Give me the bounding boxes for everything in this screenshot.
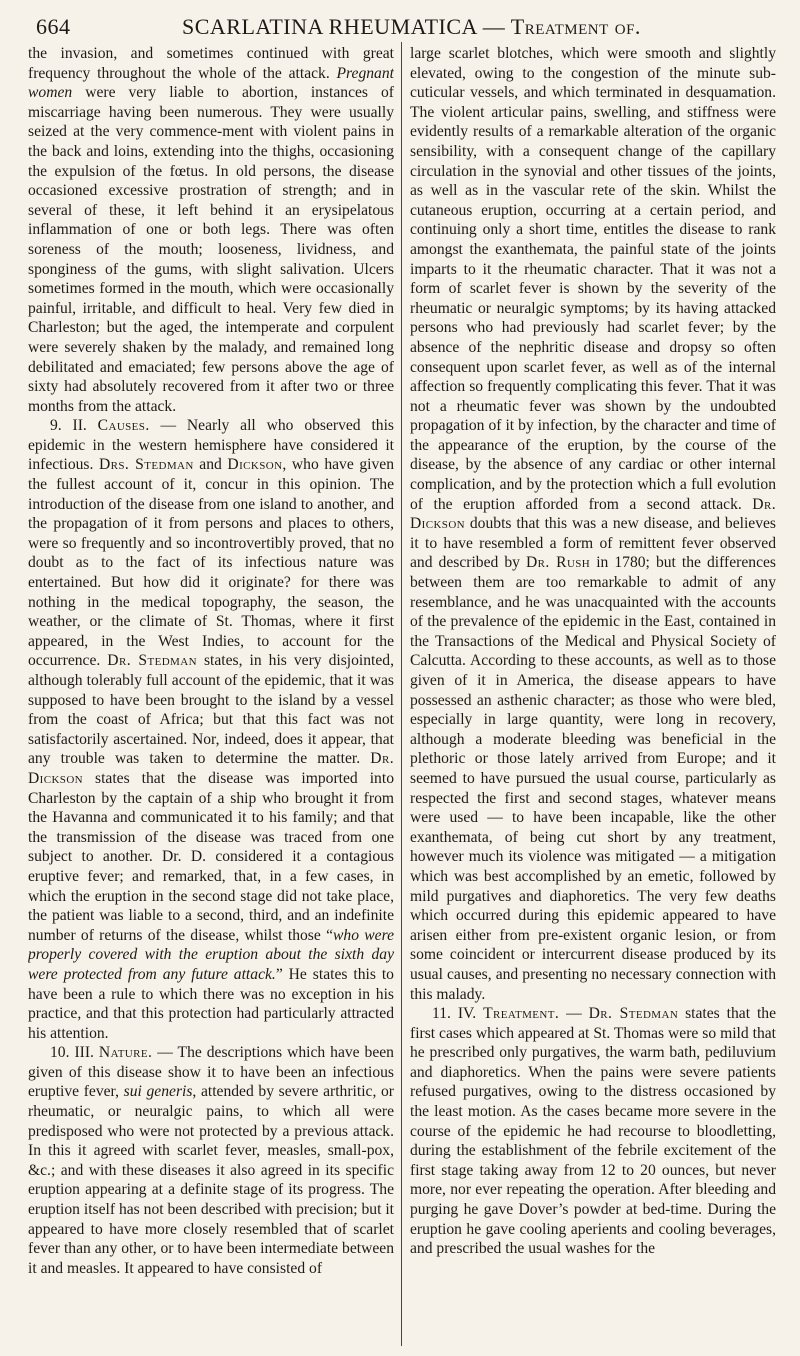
column-divider bbox=[401, 42, 402, 1346]
text-run: were very liable to abortion, instances of miscarriage having been numerous. They were usually seized at the very commence-ment with violent pains in the back and loins, extending into the thighs, occasioning the expulsion of the fœtus. In old persons, the disease occasioned excessive prostration of strength; and in several of these, it left behind it an erysipelatous inflammation of one or both legs. There was often soreness of the mouth; looseness, lividness, and sponginess of the gums, with slight salivation. Ulcers sometimes formed in the mouth, which were occasionally painful, irritable, and difficult to heal. Very few died in Charleston; but the aged, the intemperate and corpulent were severely shaken by the malady, and remained long debilitated and emaciated; few persons above the age of sixty had absolutely recovered from it after two or three months from the attack. bbox=[28, 84, 394, 415]
text-run: ” He states this to have been a rule to which there was no exception in his practice, and that this protection had particularly attracted his attention. bbox=[28, 965, 394, 1042]
text-run: — Nearly all who observed this epidemic in the western hemisphere have considered it infectious. bbox=[28, 417, 394, 474]
section-number: 10. III. bbox=[50, 1044, 99, 1062]
page-number: 664 bbox=[36, 14, 71, 39]
italic-quote: who were properly covered with the eruption about the sixth day were protected from any future attack. bbox=[28, 926, 394, 983]
paragraph bbox=[410, 44, 776, 1004]
section-treatment bbox=[410, 1004, 776, 1259]
text-run: states, in his very disjointed, although tolerably full account of the epidemic, that it was supposed to have been brought to the island by a vessel from the coast of Africa; but that this fact was not satisfactorily ascertained. Nor, indeed, does it appear, that any trouble was taken to determine the matter. bbox=[28, 652, 394, 768]
italic-text: sui generis bbox=[123, 1083, 193, 1101]
paragraph bbox=[28, 44, 394, 416]
text-run: in 1780; but the differences between them are too remarkable to admit of any resemblance, and he was unacquainted with the accounts of the prevalence of the epidemic in the East, contained in the Transactions of the Medical and Physical Society of Calcutta. According to these accounts, as well as to those given of it in America, the disease appears to have possessed an asthenic character; as those who were bled, especially in large quantity, were long in recovery, although a moderate bleeding was beneficial in the plethoric or those lately arrived from Europe; and it seemed to have pursued the usual course, particularly as respected the first and second stages, whatever means were used — to have been incapable, like the other exanthemata, of being cut short by any treatment, however much its violence was mitigated — a mitigation which was best accomplished by an emetic, followed by mild purgatives and diaphoretics. The very few deaths which occurred during this epidemic appeared to have arisen either from pre-existent organic lesion, or from some coincident or intercurrent disease produced by its usual causes, and presenting no necessary connection with this malady. bbox=[410, 554, 776, 1003]
section-heading: Treatment. bbox=[483, 1005, 560, 1023]
text-run: states that the disease was imported into Charleston by the captain of a ship who brought it from the Havanna and communicated it to his family; and that the transmission of the disease was traced from one subject to another. Dr. D. considered it a contagious eruptive fever; and remarked, that, in a few cases, in which the eruption in the second stage did not take place, the patient was liable to a second, third, and an indefinite number of returns of the disease, whilst those “ bbox=[28, 769, 394, 944]
author-name: Dr. Stedman bbox=[107, 652, 197, 670]
text-run: and bbox=[193, 456, 228, 474]
author-name: Dr. Rush bbox=[526, 554, 591, 572]
text-run: , who have given the fullest account of it, concur in this opinion. The introduction of the disease from one island to another, and the propagation of it from persons and places to others, were so frequently and so incontrovertibly proved, that no doubt as to the fact of its infectious nature was entertained. But how did it originate? for there was nothing in the medical topography, the season, the weather, or the climate of St. Thomas, where it first appeared, in the West Indies, to account for the occurrence. bbox=[28, 456, 394, 670]
author-name: Dickson bbox=[227, 456, 283, 474]
section-heading: Causes. bbox=[97, 417, 150, 435]
author-name: Drs. Stedman bbox=[98, 456, 194, 474]
text-run: , attended by severe arthritic, or rheumatic, or neuralgic pains, to which all were predisposed who were not protected by a previous attack. In this it agreed with scarlet fever, measles, small-pox, &c.; and with these diseases it also agreed in its specific eruption appearing at a definite stage of its progress. The eruption itself has not been described with precision; but it appeared to have more closely resembled that of scarlet fever than any other, or to have been intermediate between it and measles. It appeared to have consisted of bbox=[28, 1083, 394, 1277]
italic-text: Pregnant women bbox=[28, 64, 394, 102]
author-name: Dr. Dickson bbox=[28, 750, 394, 787]
section-nature bbox=[28, 1043, 394, 1278]
text-run: large scarlet blotches, which were smooth and slightly elevated, owing to the congestion of the minute sub-cuticular vessels, and which terminated in desquamation. The violent articular pains, swelling, and stiffness were evidently results of a remarkable alteration of the organic sensibility, with a consequent change of the capillary circulation in the synovial and other tissues of the joints, as well as in the vascular rete of the skin. Whilst the cutaneous eruption, occurring at a certain period, and continuing only a short time, entitles the disease to rank amongst the exanthemata, the painful state of the joints imparts to it the rheumatic character. That it was not a form of scarlet fever is shown by the severity of the rheumatic or neuralgic symptoms; by its having attacked persons who had previously had scarlet fever; by the absence of the nephritic disease and dropsy so often consequent upon scarlet fever, as well as of the internal affection so frequently complicating this fever. That it was not a rheumatic fever was shown by the undoubted propagation of it by infection, by the character and time of the appearance of the eruption, by the course of the disease, by the absence of any cardiac or other internal complication, and by the protection which a full evolution of the eruption afforded from a second attack. bbox=[410, 45, 776, 513]
page-header bbox=[26, 14, 778, 40]
section-number: 9. II. bbox=[50, 417, 98, 435]
text-run: doubts that this was a new disease, and believes it to have resembled a form of remittent fever observed and described by bbox=[410, 515, 776, 572]
text-run: — The descriptions which have been given of this disease show it to have been an infectious eruptive fever, bbox=[28, 1044, 394, 1101]
left-column bbox=[28, 44, 394, 1344]
right-column bbox=[410, 44, 776, 1344]
author-name: Dr. Stedman bbox=[588, 1005, 679, 1023]
running-title: SCARLATINA RHEUMATICA — Treatment of. bbox=[182, 14, 641, 39]
text-run: the invasion, and sometimes continued with great frequency throughout the whole of the attack. bbox=[28, 45, 394, 82]
section-number: 11. IV. bbox=[432, 1005, 484, 1023]
section-heading: Nature. bbox=[98, 1044, 153, 1062]
section-causes bbox=[28, 416, 394, 1043]
author-name: Dr. Dickson bbox=[410, 495, 776, 533]
text-run: — bbox=[559, 1005, 589, 1023]
text-run: states that the first cases which appeared at St. Thomas were so mild that he prescribed only purgatives, the warm bath, pediluvium and diaphoretics. When the pains were severe patients refused purgatives, owing to the distress occasioned by the least motion. As the cases became more severe in the course of the epidemic he had recourse to bloodletting, during the establishment of the febrile excitement of the first stage taking away from 12 to 20 ounces, but never more, nor ever repeating the operation. After bleeding and purging he gave Dover’s powder at bed-time. During the eruption he gave cooling aperients and cooling beverages, and prescribed the usual washes for the bbox=[410, 1005, 776, 1258]
